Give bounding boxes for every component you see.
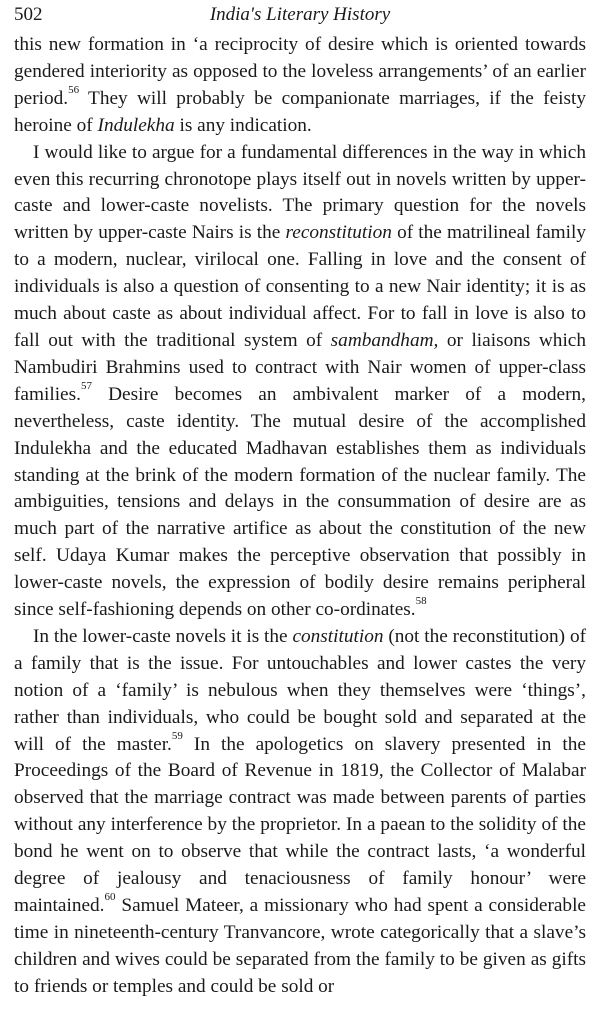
page-number: 502 <box>14 4 43 25</box>
text-run: is any indication. <box>174 114 312 136</box>
text-run: I would like to argue for a fundamental differences in the way in which even this recurring chronotope plays itself out in novels written by upper-caste and lower-caste novelists. The primary question for the novels written by upper-caste Nairs is the <box>14 141 586 244</box>
book-page <box>14 2 586 1001</box>
text-run: of the matrilineal family to a modern, nuclear, virilocal one. Falling in love and the consent of individuals is also a question of consenting to a new Nair identity; it is as much about caste as about individual affect. For to fall in love is also to fall out with the traditional system of <box>14 222 587 351</box>
italic-text: Indulekha <box>97 114 175 136</box>
text-run: In the apologetics on slavery presented in the Proceedings of the Board of Revenue in 1819, the Collector of Malabar observed that the marriage contract was made between parents of parties without any interference by the proprietor. In a paean to the solidity of the bond he went on to observe that while the contract lasts, ‘a wonderful degree of jealousy and tenaciousness of family honour’ were maintained. <box>14 733 586 916</box>
footnote-marker: 59 <box>171 729 183 742</box>
italic-text: sambandham, <box>330 329 439 351</box>
running-head-title: India's Literary History <box>209 4 391 25</box>
footnote-marker: 56 <box>68 83 80 96</box>
running-head <box>14 2 586 32</box>
italic-text: reconstitution <box>285 222 392 244</box>
body-text <box>14 32 586 1001</box>
text-run: In the lower-caste novels it is the <box>33 625 293 647</box>
footnote-marker: 60 <box>104 891 116 903</box>
paragraph <box>14 140 586 624</box>
text-run: Desire becomes an ambivalent marker of a modern, nevertheless, caste identity. The mutual desire of the accomplished Indulekha and the educated Madhavan establishes them as individuals standing at the brink of the modern formation of the nuclear family. The ambiguities, tensions and delays in the consummation of desire are as much part of the narrative artifice as about the constitution of the new self. Udaya Kumar makes the perceptive observation that possibly in lower-caste novels, the expression of bodily desire remains peripheral since self-fashioning depends on other co-ordinates. <box>14 383 586 621</box>
paragraph <box>14 32 586 140</box>
italic-text: constitution <box>292 625 384 647</box>
footnote-marker: 58 <box>415 595 427 608</box>
text-run: Samuel Mateer, a missionary who had spent a considerable time in nineteenth-century Tranvancore, wrote categorically that a slave’s children and wives could be separated from the family to be given as gifts to friends or temples and could be sold or <box>14 895 586 997</box>
text-run: They will probably be companionate marriages, if the feisty heroine of <box>14 87 586 136</box>
text-run: or liaisons which Nambudiri Brahmins used to contract with Nair women of upper-class families. <box>14 329 586 405</box>
paragraph <box>14 624 586 1001</box>
text-run: this new formation in ‘a reciprocity of desire which is oriented towards gendered interiority as opposed to the loveless arrangements’ of an earlier period. <box>14 34 586 109</box>
footnote-marker: 57 <box>80 379 92 392</box>
text-run: (not the reconstitution) of a family that is the issue. For untouchables and lower castes the very notion of a ‘family’ is nebulous when they themselves were ‘things’, rather than individuals, who could be bought sold and separated at the will of the master. <box>14 625 587 755</box>
